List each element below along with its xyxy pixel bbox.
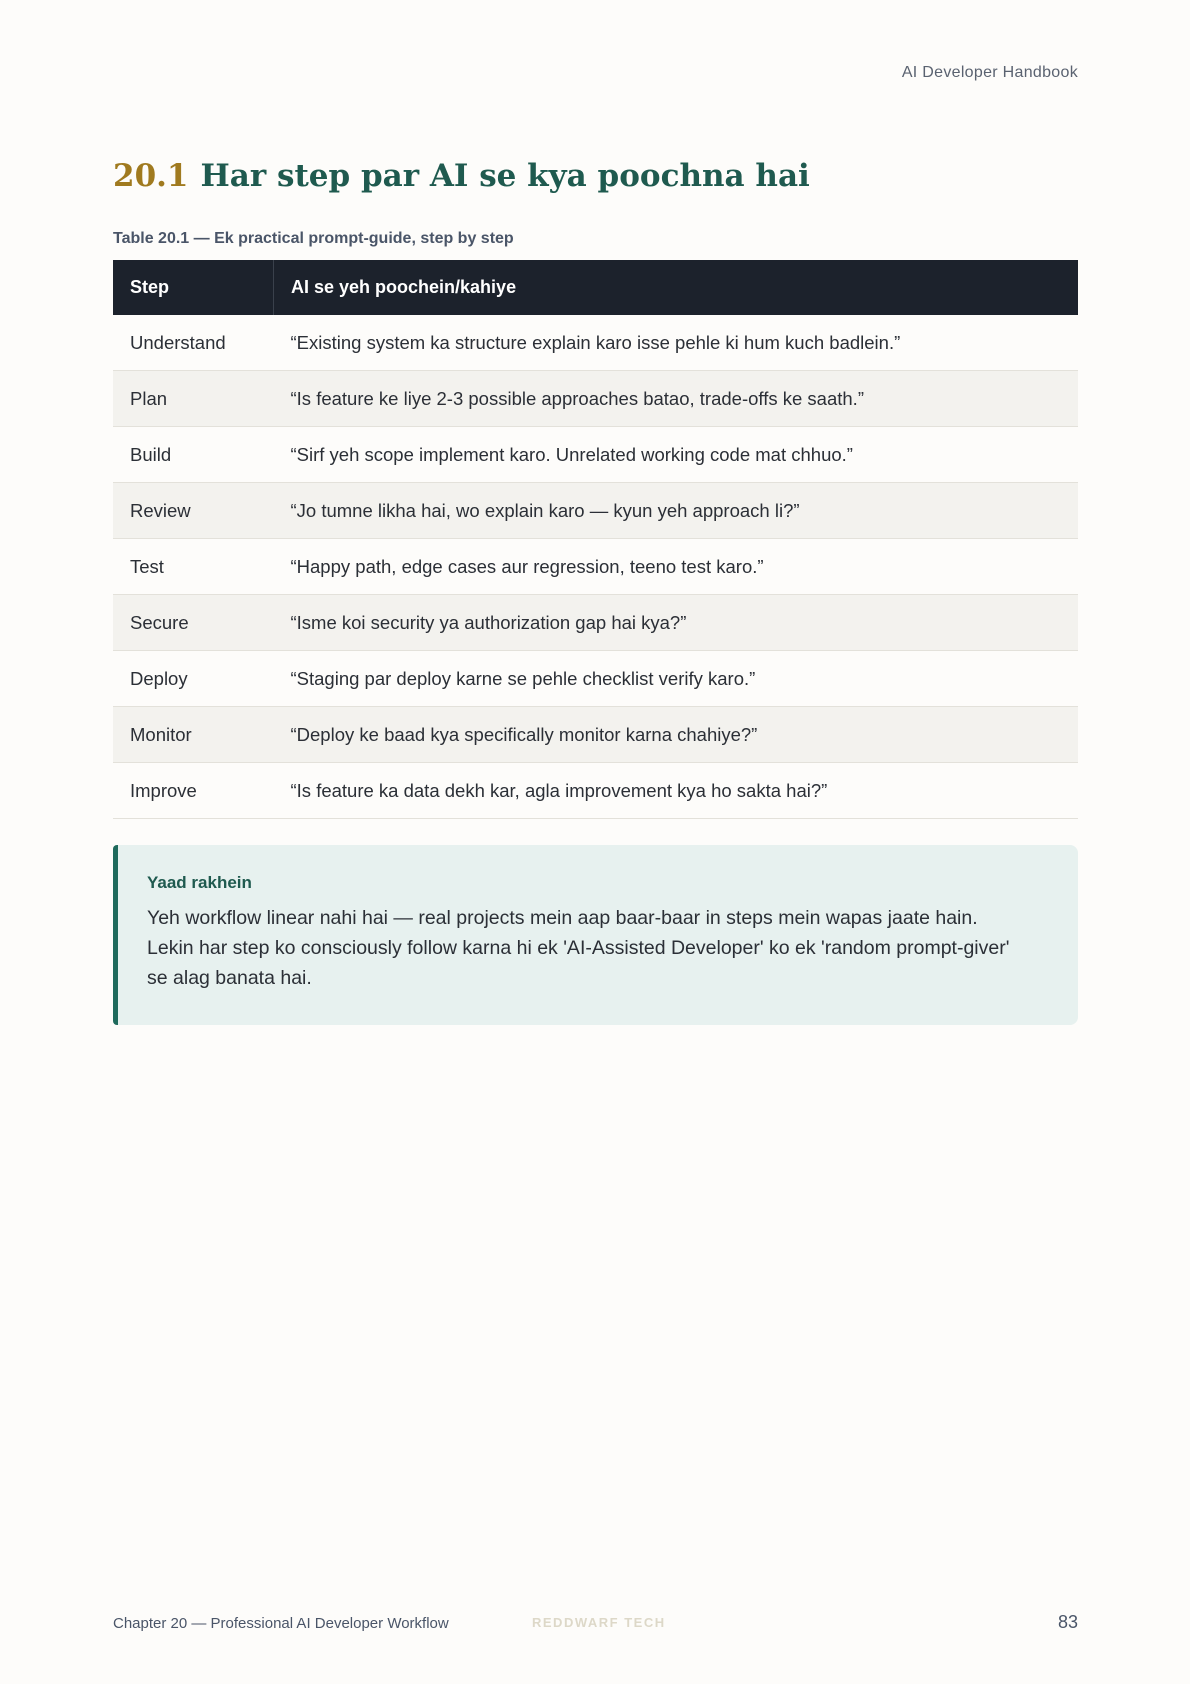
step-cell: Monitor	[113, 707, 274, 763]
prompt-cell: “Deploy ke baad kya specifically monitor karna chahiye?”	[274, 707, 1079, 763]
table-row	[113, 427, 1078, 483]
step-cell: Plan	[113, 371, 274, 427]
table-row	[113, 595, 1078, 651]
prompt-cell: “Existing system ka structure explain karo isse pehle ki hum kuch badlein.”	[274, 315, 1079, 371]
callout-note	[113, 845, 1078, 1025]
footer-brand: REDDWARF TECH	[532, 1615, 666, 1630]
page-number: 83	[1057, 1612, 1078, 1632]
prompt-cell: “Isme koi security ya authorization gap hai kya?”	[274, 595, 1079, 651]
prompt-cell: “Is feature ka data dekh kar, agla improvement kya ho sakta hai?”	[274, 763, 1079, 819]
table-caption: Table 20.1 — Ek practical prompt-guide, step by step	[113, 230, 514, 247]
section-title-text: Har step par AI se kya poochna hai	[200, 158, 810, 194]
table-row	[113, 651, 1078, 707]
prompt-guide-table	[113, 260, 1078, 819]
table-row	[113, 371, 1078, 427]
step-cell: Improve	[113, 763, 274, 819]
table-row	[113, 707, 1078, 763]
section-title	[113, 158, 810, 194]
table-header-row	[113, 260, 1078, 315]
step-cell: Secure	[113, 595, 274, 651]
step-cell: Understand	[113, 315, 274, 371]
step-cell: Deploy	[113, 651, 274, 707]
table-row	[113, 483, 1078, 539]
column-header-step: Step	[113, 260, 274, 315]
prompt-cell: “Jo tumne likha hai, wo explain karo — kyun yeh approach li?”	[274, 483, 1079, 539]
prompt-cell: “Staging par deploy karne se pehle checklist verify karo.”	[274, 651, 1079, 707]
running-header: AI Developer Handbook	[901, 64, 1078, 81]
column-header-prompt: AI se yeh poochein/kahiye	[274, 260, 1079, 315]
step-cell: Test	[113, 539, 274, 595]
prompt-cell: “Is feature ke liye 2-3 possible approaches batao, trade-offs ke saath.”	[274, 371, 1079, 427]
table-row	[113, 315, 1078, 371]
callout-body: Yeh workflow linear nahi hai — real projects mein aap baar-baar in steps mein wapas jaate hain. Lekin har step ko consciously follow karna hi ek 'AI-Assisted Developer' ko ek 'random prompt-giver' se alag banata hai.	[147, 907, 1010, 989]
step-cell: Review	[113, 483, 274, 539]
table-row	[113, 539, 1078, 595]
section-number: 20.1	[113, 158, 189, 194]
callout-title: Yaad rakhein	[147, 873, 252, 892]
footer-chapter: Chapter 20 — Professional AI Developer Workflow	[113, 1615, 449, 1632]
prompt-cell: “Happy path, edge cases aur regression, teeno test karo.”	[274, 539, 1079, 595]
table-row	[113, 763, 1078, 819]
prompt-cell: “Sirf yeh scope implement karo. Unrelated working code mat chhuo.”	[274, 427, 1079, 483]
step-cell: Build	[113, 427, 274, 483]
